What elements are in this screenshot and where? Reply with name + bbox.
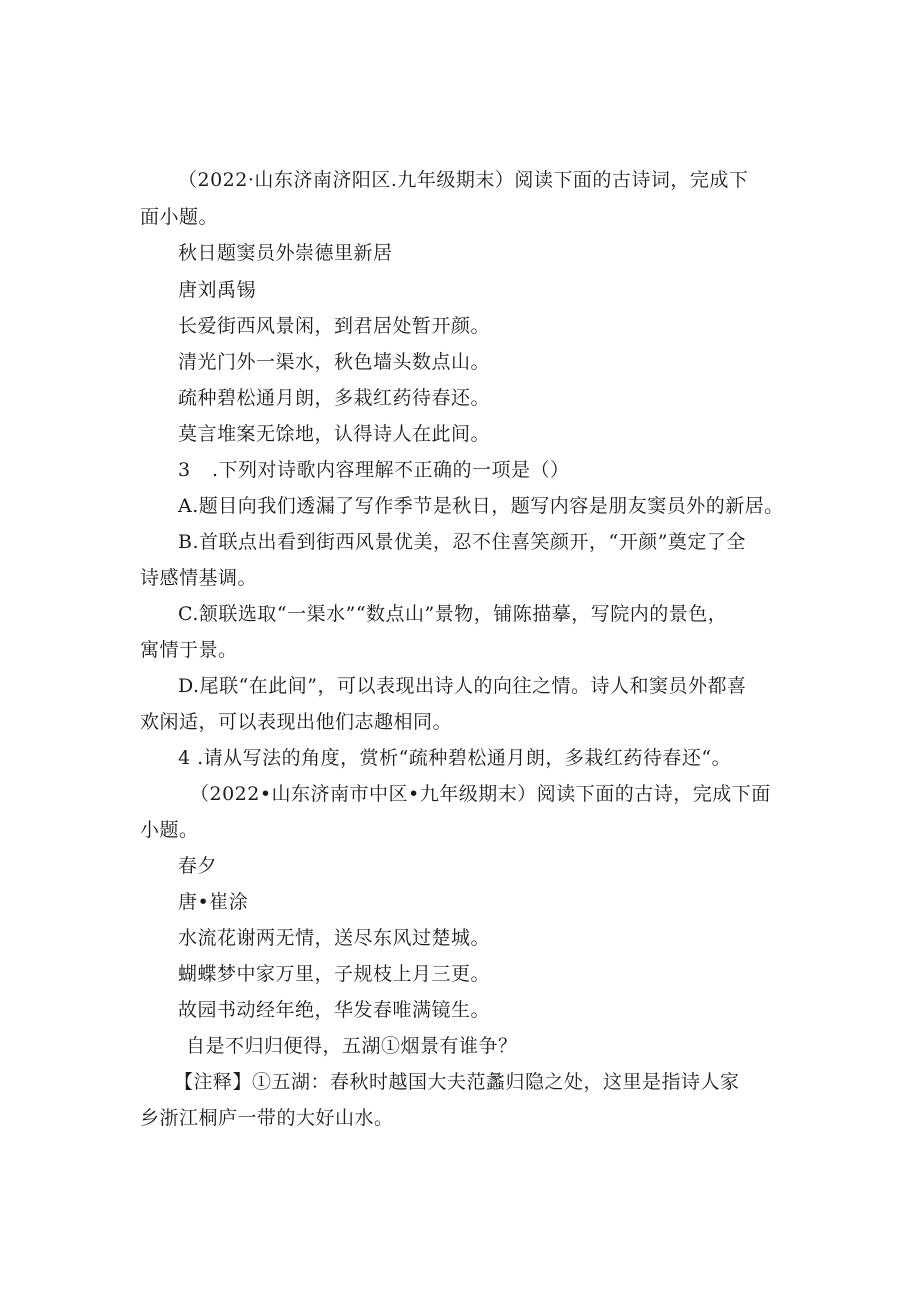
intro2-line1: （2022•山东济南市中区•九年级期末）阅读下面的古诗，完成下面 [190, 783, 771, 805]
question-3-option-b-cont: 诗感情基调。 [140, 567, 258, 589]
poem2-line: 故园书动经年绝，华发春唯满镜生。 [178, 999, 491, 1021]
question-3-option-c: C.颔联选取“一渠水”“数点山”景物，铺陈描摹，写院内的景色， [178, 603, 728, 625]
poem1-line: 莫言堆案无馀地，认得诗人在此间。 [178, 423, 491, 445]
question-3-option-d-cont: 欢闲适，可以表现出他们志趣相同。 [140, 711, 453, 733]
question-4: 4 .请从写法的角度，赏析“疏种碧松通月朗，多栽红药待春还“。 [178, 747, 732, 769]
question-3-option-d: D.尾联“在此间”，可以表现出诗人的向往之情。诗人和窦员外都喜 [178, 675, 747, 697]
poem1-line: 清光门外一渠水，秋色墙头数点山。 [178, 351, 491, 373]
question-3-text: .下列对诗歌内容理解不正确的一项是（） [212, 459, 570, 481]
intro1-line1: （2022·山东济南济阳区.九年级期末）阅读下面的古诗词，完成下 [178, 169, 749, 191]
question-3-stem [178, 458, 570, 482]
poem1-line: 长爱街西风景闲，到君居处暂开颜。 [178, 315, 491, 337]
poem2-line: 蝴蝶梦中家万里，子规枝上月三更。 [178, 963, 491, 985]
question-3-option-b: B.首联点出看到街西风景优美，忍不住喜笑颜开，“开颜”奠定了全 [178, 531, 746, 553]
poem1-title: 秋日题窦员外崇德里新居 [178, 242, 393, 264]
annotation-line2: 乡浙江桐庐一带的大好山水。 [140, 1107, 394, 1129]
poem2-title: 春夕 [178, 855, 218, 877]
intro1-line2: 面小题。 [140, 206, 219, 228]
annotation-line1: 【注释】①五湖：春秋时越国大夫范蠡归隐之处，这里是指诗人家 [174, 1071, 740, 1093]
intro2-line2: 小题。 [140, 819, 199, 841]
question-3-option-a: A.题目向我们透漏了写作季节是秋日，题写内容是朋友窦员外的新居。 [178, 495, 784, 517]
poem1-author: 唐刘禹锡 [178, 279, 257, 301]
poem2-author: 唐•崔涂 [178, 891, 249, 913]
question-3-option-c-cont: 寓情于景。 [140, 639, 238, 661]
poem2-line: 水流花谢两无情，送尽东风过楚城。 [178, 927, 491, 949]
question-3-number: 3 [178, 459, 191, 481]
poem2-line: 自是不归归便得，五湖①烟景有谁争？ [186, 1035, 518, 1057]
poem1-line: 疏种碧松通月朗，多栽红药待春还。 [178, 387, 491, 409]
